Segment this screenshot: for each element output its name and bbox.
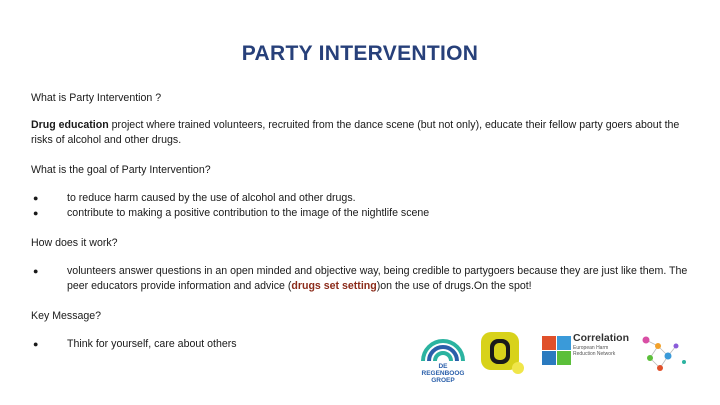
bullet-icon: ●	[33, 193, 39, 203]
definition-paragraph	[31, 118, 696, 148]
correlation-name: Correlation	[573, 332, 630, 344]
goal-text: contribute to making a positive contribution to the image of the nightlife scene	[67, 207, 430, 219]
question-key-message: Key Message?	[31, 310, 102, 322]
how-list	[31, 264, 696, 294]
key-message-list	[31, 337, 696, 352]
question-what-is: What is Party Intervention ?	[31, 92, 162, 104]
goal-item	[31, 206, 696, 221]
bullet-icon: ●	[33, 266, 39, 276]
key-message-item	[31, 337, 696, 352]
bullet-icon: ●	[33, 208, 39, 218]
goal-list	[31, 191, 696, 221]
question-goal: What is the goal of Party Intervention?	[31, 164, 211, 176]
how-text-post: )on the use of drugs.On the spot!	[376, 280, 532, 292]
bullet-icon: ●	[33, 339, 39, 349]
slide-title: PARTY INTERVENTION	[241, 42, 479, 65]
question-how: How does it work?	[31, 237, 118, 249]
goal-item	[31, 191, 696, 206]
correlation-subtitle: European Harm Reduction Network	[573, 345, 616, 357]
definition-text: project where trained volunteers, recruited from the dance scene (but not only), educate their fellow party goers about the risks of alcohol and other drugs.	[31, 119, 680, 146]
how-text-pre: volunteers answer questions in an open minded and objective way, being credible to partygoers because they are just like them. The peer educators provide information and advice (	[67, 265, 688, 292]
key-message-text: Think for yourself, care about others	[67, 338, 237, 350]
regenboog-caption: DE REGENBOOG GROEP	[421, 363, 465, 384]
goal-text: to reduce harm caused by the use of alcohol and other drugs.	[67, 192, 356, 204]
how-item	[31, 264, 696, 294]
definition-bold: Drug education	[31, 119, 109, 131]
slide-content	[31, 91, 696, 352]
how-highlight: drugs set setting	[291, 280, 377, 292]
